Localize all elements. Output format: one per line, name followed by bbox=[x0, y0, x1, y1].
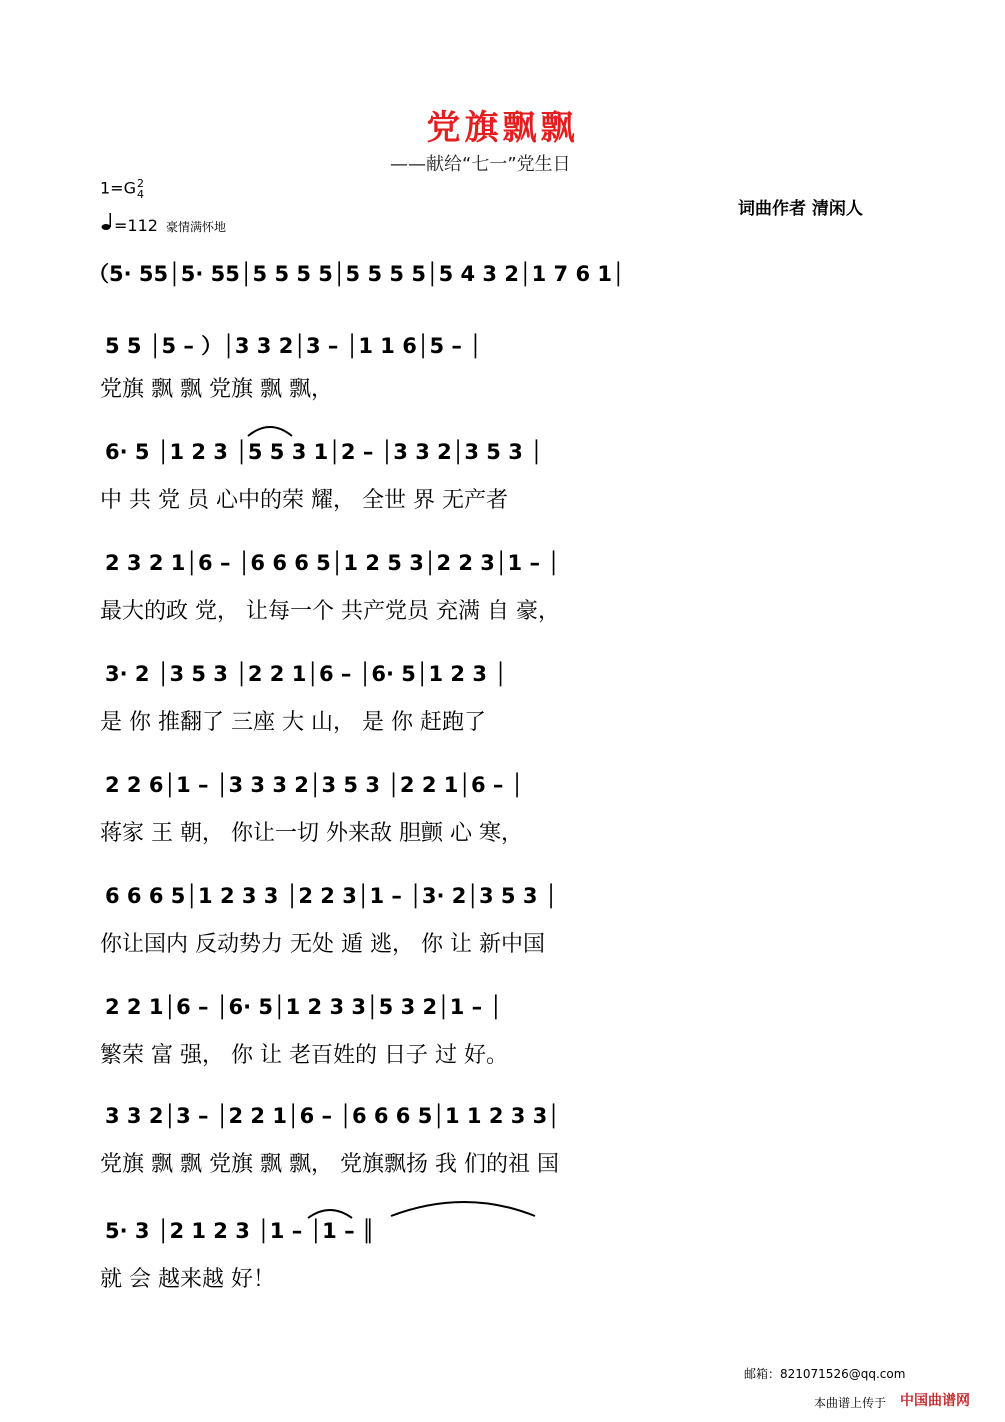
notation-line-10: 5· 3 │2 1 2 3 │1 – │1 – ║ bbox=[105, 1219, 375, 1243]
time-top: 2 bbox=[136, 177, 144, 190]
notation-line-1: （5· 55│5· 55│5 5 5 5│5 5 5 5│5 4 3 2│1 7 6 1│ bbox=[88, 262, 625, 286]
site-logo[interactable]: 中国曲谱网 bbox=[900, 1393, 970, 1409]
notation-line-2: 5 5 │5 – ）│3 3 2│3 – │1 1 6│5 – │ bbox=[105, 334, 482, 358]
key-signature bbox=[100, 178, 144, 200]
lyric-line-6: 蒋家 王 朝， 你让一切 外来敌 胆颤 心 寒， bbox=[100, 821, 523, 846]
page-title: 党旗飘飘 bbox=[426, 108, 579, 148]
notation-line-3: 6· 5 │1 2 3 │5 5 3 1│2 – │3 3 2│3 5 3 │ bbox=[105, 440, 543, 464]
lyric-line-4: 最大的政 党， 让每一个 共产党员 充满 自 豪， bbox=[100, 599, 560, 624]
expression-mark: 豪情满怀地 bbox=[165, 220, 226, 234]
quarter-note-icon bbox=[100, 213, 114, 231]
lyric-line-8: 繁荣 富 强， 你 让 老百姓的 日子 过 好。 bbox=[100, 1043, 508, 1068]
tie-mark bbox=[385, 1192, 545, 1218]
lyric-line-7: 你让国内 反动势力 无处 遁 逃， 你 让 新中国 bbox=[100, 932, 545, 957]
lyric-line-9: 党旗 飘 飘 党旗 飘 飘， 党旗飘扬 我 们的祖 国 bbox=[100, 1152, 559, 1177]
tempo-marking bbox=[100, 213, 226, 235]
slur-mark bbox=[240, 418, 300, 438]
tempo-value: =112 bbox=[114, 216, 158, 235]
lyric-line-10: 就 会 越来越 好！ bbox=[100, 1267, 275, 1292]
time-signature bbox=[137, 178, 144, 200]
notation-line-4: 2 3 2 1│6 – │6 6 6 5│1 2 5 3│2 2 3│1 – │ bbox=[105, 551, 560, 575]
notation-line-9: 3 3 2│3 – │2 2 1│6 – │6 6 6 5│1 1 2 3 3│ bbox=[105, 1104, 560, 1128]
subtitle: ——献给“七一”党生日 bbox=[390, 154, 571, 175]
author-credit: 词曲作者 清闲人 bbox=[738, 199, 863, 219]
notation-line-8: 2 2 1│6 – │6· 5│1 2 3 3│5 3 2│1 – │ bbox=[105, 995, 503, 1019]
notation-line-6: 2 2 6│1 – │3 3 3 2│3 5 3 │2 2 1│6 – │ bbox=[105, 773, 524, 797]
lyric-line-2: 党旗 飘 飘 党旗 飘 飘， bbox=[100, 377, 333, 402]
slur-mark bbox=[300, 1200, 360, 1220]
footer-email: 邮箱：821071526@qq.com bbox=[744, 1367, 906, 1381]
time-bottom: 4 bbox=[136, 188, 144, 201]
footer-upload-text: 本曲谱上传于 bbox=[814, 1396, 887, 1410]
notation-line-5: 3· 2 │3 5 3 │2 2 1│6 – │6· 5│1 2 3 │ bbox=[105, 662, 507, 686]
notation-line-7: 6 6 6 5│1 2 3 3 │2 2 3│1 – │3· 2│3 5 3 │ bbox=[105, 884, 558, 908]
lyric-line-5: 是 你 推翻了 三座 大 山， 是 你 赶跑了 bbox=[100, 710, 486, 735]
key-text: 1=G bbox=[100, 178, 136, 198]
lyric-line-3: 中 共 党 员 心中的荣 耀， 全世 界 无产者 bbox=[100, 488, 508, 513]
